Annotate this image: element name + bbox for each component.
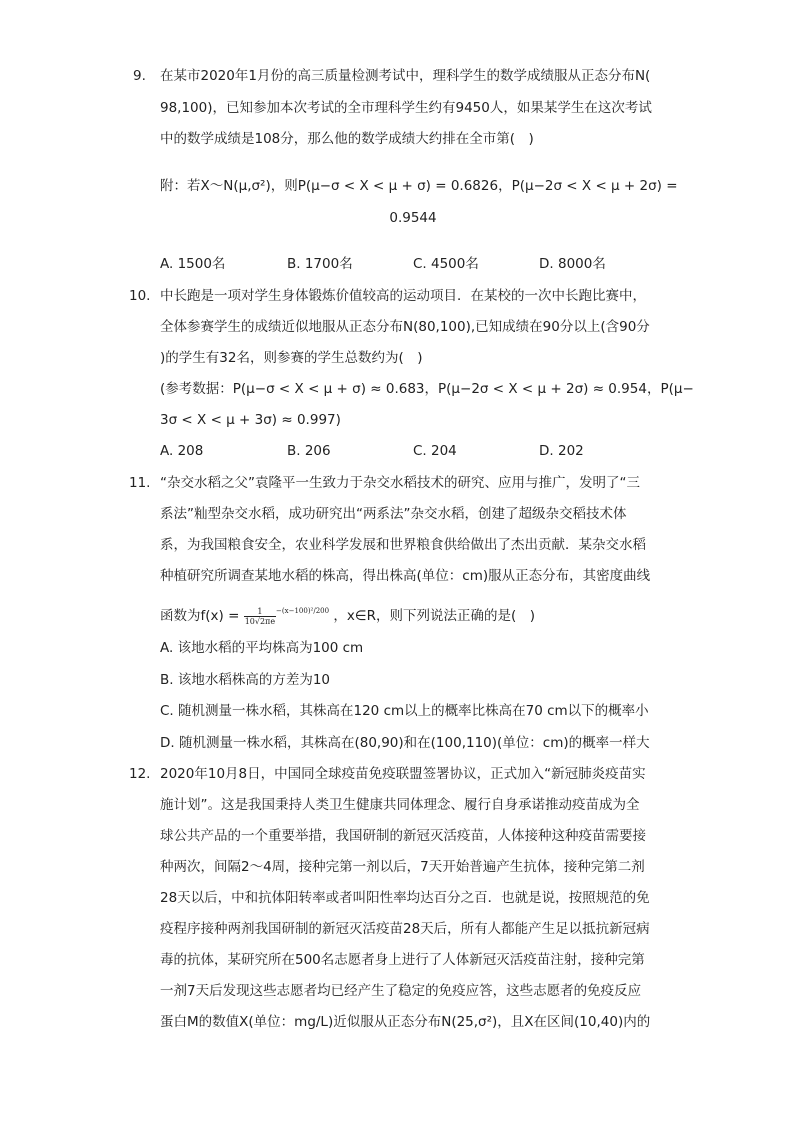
formula-suffix: ，x∈R，则下列说法正确的是( ) — [333, 608, 536, 624]
question-10-option-a[interactable]: A. 208 — [160, 443, 204, 459]
question-9-line-3: 中的数学成绩是108分，那么他的数学成绩大约排在全市第( ) — [160, 131, 534, 147]
question-11-option-b[interactable]: B. 该地水稻株高的方差为10 — [160, 672, 331, 688]
question-10-option-b[interactable]: B. 206 — [287, 443, 331, 459]
question-11-line-2: 系法”籼型杂交水稻，成功研究出“两系法”杂交水稻，创建了超级杂交稻技术体 — [160, 506, 627, 522]
question-12-line-8: 一剂7天后发现这些志愿者均已经产生了稳定的免疫应答，这些志愿者的免疫反应 — [160, 983, 642, 999]
question-12-line-1: 2020年10月8日，中国同全球疫苗免疫联盟签署协议，正式加入“新冠肺炎疫苗实 — [160, 766, 646, 782]
question-9-option-c[interactable]: C. 4500名 — [413, 256, 479, 272]
question-10-ref-line-1: (参考数据：P(μ−σ < X < μ + σ) ≈ 0.683，P(μ−2σ < X < μ + 2σ) ≈ 0.954，P(μ− — [160, 381, 694, 397]
question-10-line-3: )的学生有32名，则参赛的学生总数约为( ) — [160, 350, 423, 366]
density-fraction — [244, 607, 276, 626]
formula-prefix: 函数为f(x) = — [160, 608, 240, 624]
question-9-option-b[interactable]: B. 1700名 — [287, 256, 353, 272]
question-9-note: 附：若X～N(μ,σ²)，则P(μ−σ < X < μ + σ) = 0.6826，P(μ−2σ < X < μ + 2σ) = — [160, 178, 678, 194]
question-12-line-4: 种两次，间隔2～4周，接种完第一剂以后，7天开始普遍产生抗体，接种完第二剂 — [160, 859, 645, 875]
question-9-option-d[interactable]: D. 8000名 — [539, 256, 606, 272]
question-9-note-value: 0.9544 — [389, 210, 437, 226]
question-12-line-5: 28天以后，中和抗体阳转率或者叫阳性率均达百分之百．也就是说，按照规范的免 — [160, 890, 650, 906]
question-11-formula-line — [160, 601, 535, 626]
question-10-number: 10. — [129, 288, 151, 304]
question-11-option-c[interactable]: C. 随机测量一株水稻，其株高在120 cm以上的概率比株高在70 cm以下的概率小 — [160, 703, 649, 719]
question-11-line-4: 种植研究所调查某地水稻的株高，得出株高(单位：cm)服从正态分布，其密度曲线 — [160, 568, 651, 584]
question-10-option-d[interactable]: D. 202 — [539, 443, 584, 459]
question-12-line-7: 毒的抗体，某研究所在500名志愿者身上进行了人体新冠灭活疫苗注射，接种完第 — [160, 952, 645, 968]
question-12-line-2: 施计划”。这是我国秉持人类卫生健康共同体理念、履行自身承诺推动疫苗成为全 — [160, 797, 640, 813]
question-10-option-c[interactable]: C. 204 — [413, 443, 457, 459]
question-11-line-3: 系，为我国粮食安全，农业科学发展和世界粮食供给做出了杰出贡献．某杂交水稻 — [160, 537, 646, 553]
question-9-line-1: 在某市2020年1月份的高三质量检测考试中，理科学生的数学成绩服从正态分布N( — [160, 68, 651, 84]
exponent: −(x−100)²/200 — [276, 607, 330, 615]
question-9-number: 9. — [133, 68, 146, 84]
question-10-line-2: 全体参赛学生的成绩近似地服从正态分布N(80,100),已知成绩在90分以上(含90分 — [160, 319, 650, 335]
question-10-ref-line-2: 3σ < X < μ + 3σ) ≈ 0.997) — [160, 412, 341, 428]
question-12-line-3: 球公共产品的一个重要举措，我国研制的新冠灭活疫苗，人体接种这种疫苗需要接 — [160, 828, 646, 844]
question-11-line-1: “杂交水稻之父”袁隆平一生致力于杂交水稻技术的研究、应用与推广，发明了“三 — [160, 475, 640, 491]
fraction-denominator: 10√2πe — [244, 616, 276, 626]
question-12-line-6: 疫程序接种两剂我国研制的新冠灭活疫苗28天后，所有人都能产生足以抵抗新冠病 — [160, 921, 650, 937]
question-12-number: 12. — [129, 766, 151, 782]
question-9-option-a[interactable]: A. 1500名 — [160, 256, 226, 272]
question-11-option-a[interactable]: A. 该地水稻的平均株高为100 cm — [160, 640, 364, 656]
question-12-line-9: 蛋白M的数值X(单位：mg/L)近似服从正态分布N(25,σ²)，且X在区间(10,40)内的 — [160, 1014, 651, 1030]
question-10-line-1: 中长跑是一项对学生身体锻炼价值较高的运动项目．在某校的一次中长跑比赛中， — [160, 288, 646, 304]
fraction-numerator: 1 — [244, 607, 276, 617]
question-9-line-2: 98,100)，已知参加本次考试的全市理科学生约有9450人，如果某学生在这次考试 — [160, 100, 652, 116]
question-11-number: 11. — [129, 475, 151, 491]
question-11-option-d[interactable]: D. 随机测量一株水稻，其株高在(80,90)和在(100,110)(单位：cm)的概率一样大 — [160, 735, 650, 751]
